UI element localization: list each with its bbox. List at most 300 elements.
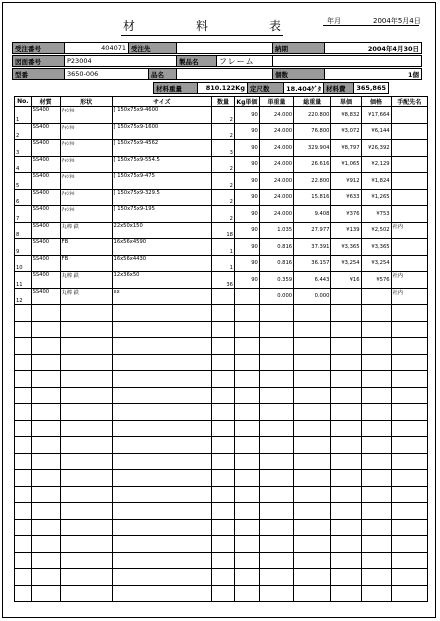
empty-cell bbox=[212, 437, 235, 454]
empty-cell bbox=[294, 420, 331, 437]
cell-supplier: 社内 bbox=[391, 222, 427, 239]
empty-cell bbox=[234, 569, 259, 586]
empty-cell bbox=[234, 420, 259, 437]
empty-cell bbox=[391, 453, 427, 470]
cell-unit-price: ¥376 bbox=[331, 206, 361, 223]
empty-cell bbox=[60, 371, 112, 388]
cell-qty: 2 bbox=[212, 173, 235, 190]
product-name-value: フレーム bbox=[217, 56, 273, 66]
cell-material: SS400 bbox=[31, 107, 60, 124]
empty-cell bbox=[294, 585, 331, 602]
empty-row bbox=[15, 470, 428, 487]
column-header-unit-weight: 単重量 bbox=[259, 97, 293, 107]
table-row bbox=[15, 288, 428, 305]
cell-total-weight: 0.000 bbox=[294, 288, 331, 305]
cell-qty: 2 bbox=[212, 156, 235, 173]
empty-cell bbox=[60, 486, 112, 503]
empty-cell bbox=[15, 552, 32, 569]
empty-cell bbox=[259, 503, 293, 520]
empty-cell bbox=[31, 453, 60, 470]
empty-cell bbox=[112, 420, 212, 437]
cell-material: SS400 bbox=[31, 206, 60, 223]
column-header-unit-price: 単価 bbox=[331, 97, 361, 107]
empty-cell bbox=[60, 470, 112, 487]
empty-cell bbox=[391, 321, 427, 338]
cell-unit-weight: 24.000 bbox=[259, 173, 293, 190]
empty-cell bbox=[294, 486, 331, 503]
cell-size: [ 150x75x9-554.5 bbox=[112, 156, 212, 173]
empty-cell bbox=[361, 552, 391, 569]
weight-value: 810.122Kg bbox=[198, 83, 248, 93]
column-header-price: 価格 bbox=[361, 97, 391, 107]
empty-cell bbox=[15, 338, 32, 355]
cell-no: 10 bbox=[15, 255, 32, 272]
cell-qty: 1 bbox=[212, 255, 235, 272]
empty-cell bbox=[112, 569, 212, 586]
empty-cell bbox=[331, 503, 361, 520]
cell-size: xx bbox=[112, 288, 212, 305]
empty-cell bbox=[234, 321, 259, 338]
empty-cell bbox=[294, 519, 331, 536]
cell-no: 9 bbox=[15, 239, 32, 256]
empty-cell bbox=[212, 470, 235, 487]
cell-shape: 丸棒 鉄 bbox=[60, 288, 112, 305]
empty-row bbox=[15, 585, 428, 602]
empty-cell bbox=[259, 437, 293, 454]
cell-qty: 3 bbox=[212, 140, 235, 157]
header-row-2 bbox=[12, 55, 422, 67]
empty-cell bbox=[60, 305, 112, 322]
empty-cell bbox=[391, 387, 427, 404]
summary-bar bbox=[153, 82, 389, 94]
empty-cell bbox=[361, 354, 391, 371]
cell-qty bbox=[212, 288, 235, 305]
empty-cell bbox=[112, 585, 212, 602]
empty-cell bbox=[31, 321, 60, 338]
table-row bbox=[15, 173, 428, 190]
cell-size: [ 150x75x9-329.5 bbox=[112, 189, 212, 206]
empty-cell bbox=[212, 305, 235, 322]
cell-unit-price: ¥912 bbox=[331, 173, 361, 190]
empty-cell bbox=[331, 338, 361, 355]
empty-cell bbox=[361, 404, 391, 421]
cell-no: 4 bbox=[15, 156, 32, 173]
empty-cell bbox=[112, 437, 212, 454]
cell-unit-weight: 24.000 bbox=[259, 189, 293, 206]
cell-price-per-kg: 90 bbox=[234, 107, 259, 124]
empty-cell bbox=[294, 354, 331, 371]
cell-price: ¥2,129 bbox=[361, 156, 391, 173]
cell-shape: ﾁｬﾝﾈﾙ bbox=[60, 107, 112, 124]
empty-cell bbox=[31, 585, 60, 602]
cell-unit-price: ¥3,365 bbox=[331, 239, 361, 256]
cell-unit-weight: 0.816 bbox=[259, 239, 293, 256]
empty-cell bbox=[15, 420, 32, 437]
cell-total-weight: 76.800 bbox=[294, 123, 331, 140]
empty-cell bbox=[234, 519, 259, 536]
column-header-no: No. bbox=[15, 97, 32, 107]
empty-cell bbox=[259, 420, 293, 437]
empty-cell bbox=[112, 503, 212, 520]
empty-row bbox=[15, 387, 428, 404]
cell-size: 22x50x150 bbox=[112, 222, 212, 239]
cell-supplier bbox=[391, 156, 427, 173]
empty-cell bbox=[15, 585, 32, 602]
empty-cell bbox=[361, 585, 391, 602]
date-label: 年月 bbox=[327, 17, 341, 25]
empty-cell bbox=[391, 536, 427, 553]
cell-total-weight: 329.904 bbox=[294, 140, 331, 157]
cell-material: SS400 bbox=[31, 239, 60, 256]
item-label: 品名 bbox=[149, 69, 177, 79]
empty-cell bbox=[31, 354, 60, 371]
empty-cell bbox=[212, 585, 235, 602]
empty-cell bbox=[31, 536, 60, 553]
empty-cell bbox=[391, 338, 427, 355]
empty-cell bbox=[259, 453, 293, 470]
empty-cell bbox=[212, 552, 235, 569]
column-header-qty: 数量 bbox=[212, 97, 235, 107]
empty-cell bbox=[361, 519, 391, 536]
cell-unit-price: ¥3,072 bbox=[331, 123, 361, 140]
empty-cell bbox=[31, 371, 60, 388]
empty-cell bbox=[361, 453, 391, 470]
empty-cell bbox=[259, 486, 293, 503]
empty-cell bbox=[331, 387, 361, 404]
empty-cell bbox=[294, 404, 331, 421]
empty-cell bbox=[212, 371, 235, 388]
empty-cell bbox=[361, 437, 391, 454]
cell-size: [ 150x75x9-1600 bbox=[112, 123, 212, 140]
cell-shape: 丸棒 鉄 bbox=[60, 222, 112, 239]
empty-row bbox=[15, 338, 428, 355]
empty-cell bbox=[31, 519, 60, 536]
product-name-label: 製品名 bbox=[177, 56, 217, 66]
empty-cell bbox=[331, 486, 361, 503]
empty-cell bbox=[60, 338, 112, 355]
empty-cell bbox=[15, 536, 32, 553]
cell-shape: ﾁｬﾝﾈﾙ bbox=[60, 156, 112, 173]
empty-cell bbox=[15, 486, 32, 503]
cell-total-weight: 15.816 bbox=[294, 189, 331, 206]
empty-cell bbox=[294, 321, 331, 338]
length-value: 18.404ｹﾞﾀ bbox=[284, 83, 324, 93]
empty-row bbox=[15, 305, 428, 322]
empty-cell bbox=[234, 470, 259, 487]
empty-cell bbox=[361, 420, 391, 437]
empty-cell bbox=[112, 354, 212, 371]
empty-cell bbox=[294, 552, 331, 569]
empty-cell bbox=[212, 569, 235, 586]
empty-cell bbox=[391, 486, 427, 503]
empty-cell bbox=[212, 404, 235, 421]
empty-cell bbox=[259, 354, 293, 371]
empty-row bbox=[15, 486, 428, 503]
customer-label: 受注先 bbox=[129, 43, 177, 53]
empty-cell bbox=[112, 552, 212, 569]
cell-total-weight: 36.157 bbox=[294, 255, 331, 272]
cell-unit-price: ¥3,254 bbox=[331, 255, 361, 272]
empty-cell bbox=[294, 387, 331, 404]
empty-cell bbox=[294, 453, 331, 470]
empty-cell bbox=[361, 338, 391, 355]
cell-no: 6 bbox=[15, 189, 32, 206]
empty-cell bbox=[331, 585, 361, 602]
cell-unit-weight: 0.359 bbox=[259, 272, 293, 289]
empty-row bbox=[15, 371, 428, 388]
cell-unit-weight: 24.000 bbox=[259, 140, 293, 157]
order-no-value: 404071 bbox=[65, 43, 129, 53]
cell-qty: 2 bbox=[212, 107, 235, 124]
cell-unit-weight: 1.035 bbox=[259, 222, 293, 239]
column-header-total-weight: 総重量 bbox=[294, 97, 331, 107]
cell-size: [ 150x75x9-195 bbox=[112, 206, 212, 223]
cell-size: 16x56x4430 bbox=[112, 255, 212, 272]
cell-supplier bbox=[391, 189, 427, 206]
empty-cell bbox=[391, 371, 427, 388]
empty-cell bbox=[60, 552, 112, 569]
cell-price-per-kg bbox=[234, 288, 259, 305]
empty-cell bbox=[361, 305, 391, 322]
empty-cell bbox=[294, 470, 331, 487]
empty-cell bbox=[391, 354, 427, 371]
cell-no: 2 bbox=[15, 123, 32, 140]
cell-no: 8 bbox=[15, 222, 32, 239]
empty-cell bbox=[331, 305, 361, 322]
table-row bbox=[15, 107, 428, 124]
empty-cell bbox=[361, 536, 391, 553]
cell-unit-price: ¥139 bbox=[331, 222, 361, 239]
cell-material: SS400 bbox=[31, 222, 60, 239]
empty-cell bbox=[60, 437, 112, 454]
cell-price: ¥2,502 bbox=[361, 222, 391, 239]
cell-price-per-kg: 90 bbox=[234, 173, 259, 190]
cell-supplier bbox=[391, 255, 427, 272]
cell-material: SS400 bbox=[31, 255, 60, 272]
title-char-3: 表 bbox=[268, 19, 283, 33]
empty-cell bbox=[15, 371, 32, 388]
empty-cell bbox=[15, 503, 32, 520]
empty-cell bbox=[212, 536, 235, 553]
table-row bbox=[15, 123, 428, 140]
empty-cell bbox=[112, 536, 212, 553]
model-value: 3650-006 bbox=[65, 69, 149, 79]
cell-shape: ﾁｬﾝﾈﾙ bbox=[60, 206, 112, 223]
cell-unit-price: ¥8,832 bbox=[331, 107, 361, 124]
table-row bbox=[15, 140, 428, 157]
empty-cell bbox=[259, 552, 293, 569]
empty-cell bbox=[112, 338, 212, 355]
empty-cell bbox=[15, 404, 32, 421]
empty-cell bbox=[15, 569, 32, 586]
empty-cell bbox=[331, 437, 361, 454]
cell-supplier bbox=[391, 206, 427, 223]
empty-cell bbox=[234, 536, 259, 553]
model-label: 型番 bbox=[13, 69, 65, 79]
table-row bbox=[15, 255, 428, 272]
header-row-1 bbox=[12, 42, 422, 54]
empty-cell bbox=[15, 437, 32, 454]
sheet-title bbox=[123, 17, 283, 37]
empty-cell bbox=[331, 569, 361, 586]
length-label: 定尺数 bbox=[248, 83, 284, 93]
cost-value: 365,865 bbox=[356, 84, 386, 92]
empty-cell bbox=[331, 519, 361, 536]
cell-qty: 18 bbox=[212, 222, 235, 239]
empty-cell bbox=[259, 371, 293, 388]
empty-cell bbox=[361, 371, 391, 388]
empty-cell bbox=[234, 552, 259, 569]
empty-cell bbox=[294, 437, 331, 454]
empty-cell bbox=[361, 486, 391, 503]
cell-price-per-kg: 90 bbox=[234, 222, 259, 239]
empty-cell bbox=[31, 437, 60, 454]
empty-cell bbox=[60, 536, 112, 553]
empty-cell bbox=[15, 470, 32, 487]
cell-size: [ 150x75x9-4562 bbox=[112, 140, 212, 157]
table-row bbox=[15, 189, 428, 206]
empty-cell bbox=[331, 321, 361, 338]
empty-cell bbox=[259, 338, 293, 355]
empty-cell bbox=[259, 536, 293, 553]
empty-cell bbox=[331, 552, 361, 569]
cell-price: ¥6,144 bbox=[361, 123, 391, 140]
empty-cell bbox=[234, 503, 259, 520]
table-row bbox=[15, 206, 428, 223]
cell-unit-price: ¥8,797 bbox=[331, 140, 361, 157]
empty-cell bbox=[331, 536, 361, 553]
table-row bbox=[15, 222, 428, 239]
cell-price: ¥1,824 bbox=[361, 173, 391, 190]
material-sheet bbox=[2, 2, 436, 618]
cell-shape: 丸棒 鉄 bbox=[60, 272, 112, 289]
empty-cell bbox=[31, 470, 60, 487]
empty-cell bbox=[391, 503, 427, 520]
cell-unit-weight: 0.816 bbox=[259, 255, 293, 272]
empty-cell bbox=[259, 470, 293, 487]
cell-unit-weight: 24.000 bbox=[259, 156, 293, 173]
empty-cell bbox=[212, 387, 235, 404]
cell-price-per-kg: 90 bbox=[234, 272, 259, 289]
cell-size: 12x36x50 bbox=[112, 272, 212, 289]
empty-cell bbox=[391, 585, 427, 602]
column-header-size: サイズ bbox=[112, 97, 212, 107]
cell-shape: FB bbox=[60, 255, 112, 272]
empty-cell bbox=[15, 321, 32, 338]
cell-total-weight: 9.408 bbox=[294, 206, 331, 223]
cell-shape: ﾁｬﾝﾈﾙ bbox=[60, 173, 112, 190]
cell-total-weight: 27.977 bbox=[294, 222, 331, 239]
empty-row bbox=[15, 519, 428, 536]
cell-material: SS400 bbox=[31, 189, 60, 206]
empty-cell bbox=[294, 371, 331, 388]
deadline-value: 2004年4月30日 bbox=[367, 44, 419, 53]
empty-cell bbox=[234, 437, 259, 454]
empty-cell bbox=[31, 387, 60, 404]
empty-cell bbox=[331, 420, 361, 437]
table-row bbox=[15, 156, 428, 173]
empty-cell bbox=[234, 453, 259, 470]
empty-row bbox=[15, 503, 428, 520]
cell-price-per-kg: 90 bbox=[234, 123, 259, 140]
table-row bbox=[15, 239, 428, 256]
cell-total-weight: 22.800 bbox=[294, 173, 331, 190]
cell-total-weight: 26.616 bbox=[294, 156, 331, 173]
cell-price-per-kg: 90 bbox=[234, 255, 259, 272]
empty-cell bbox=[60, 404, 112, 421]
empty-cell bbox=[112, 486, 212, 503]
weight-label: 材料重量 bbox=[154, 83, 198, 93]
empty-cell bbox=[259, 569, 293, 586]
cell-price: ¥3,254 bbox=[361, 255, 391, 272]
drawing-no-value: P23004 bbox=[65, 56, 177, 66]
cell-supplier bbox=[391, 123, 427, 140]
deadline-label: 納期 bbox=[273, 43, 325, 53]
column-header-shape: 形状 bbox=[60, 97, 112, 107]
empty-cell bbox=[31, 420, 60, 437]
empty-cell bbox=[294, 536, 331, 553]
cell-material: SS400 bbox=[31, 272, 60, 289]
cell-unit-weight: 24.000 bbox=[259, 206, 293, 223]
empty-cell bbox=[212, 503, 235, 520]
empty-cell bbox=[31, 569, 60, 586]
title-char-2: 料 bbox=[195, 19, 210, 33]
column-header-price-per-kg: Kg単価 bbox=[234, 97, 259, 107]
empty-cell bbox=[294, 569, 331, 586]
empty-cell bbox=[391, 552, 427, 569]
cell-total-weight: 6.443 bbox=[294, 272, 331, 289]
cell-shape: FB bbox=[60, 239, 112, 256]
empty-cell bbox=[234, 404, 259, 421]
empty-cell bbox=[234, 585, 259, 602]
empty-row bbox=[15, 404, 428, 421]
cell-supplier bbox=[391, 140, 427, 157]
empty-cell bbox=[361, 503, 391, 520]
item-value bbox=[177, 69, 273, 79]
empty-cell bbox=[31, 486, 60, 503]
header-row-3 bbox=[12, 68, 422, 80]
empty-cell bbox=[259, 585, 293, 602]
cell-price bbox=[361, 288, 391, 305]
cell-qty: 1 bbox=[212, 239, 235, 256]
date-value: 2004年5月4日 bbox=[373, 17, 421, 25]
empty-cell bbox=[112, 519, 212, 536]
empty-cell bbox=[60, 354, 112, 371]
empty-cell bbox=[259, 404, 293, 421]
empty-cell bbox=[31, 338, 60, 355]
cell-unit-price: ¥1,065 bbox=[331, 156, 361, 173]
cell-price-per-kg: 90 bbox=[234, 206, 259, 223]
empty-cell bbox=[15, 519, 32, 536]
date-underline bbox=[323, 25, 419, 26]
empty-cell bbox=[15, 354, 32, 371]
empty-row bbox=[15, 536, 428, 553]
cell-no: 12 bbox=[15, 288, 32, 305]
empty-cell bbox=[112, 371, 212, 388]
empty-row bbox=[15, 420, 428, 437]
cell-price: ¥576 bbox=[361, 272, 391, 289]
cell-supplier bbox=[391, 239, 427, 256]
cell-no: 5 bbox=[15, 173, 32, 190]
empty-cell bbox=[234, 486, 259, 503]
cell-total-weight: 220.800 bbox=[294, 107, 331, 124]
drawing-no-label: 図面番号 bbox=[13, 56, 65, 66]
cell-unit-weight: 24.000 bbox=[259, 107, 293, 124]
cell-size: [ 150x75x9-475 bbox=[112, 173, 212, 190]
cell-no: 1 bbox=[15, 107, 32, 124]
empty-cell bbox=[391, 404, 427, 421]
empty-cell bbox=[112, 305, 212, 322]
